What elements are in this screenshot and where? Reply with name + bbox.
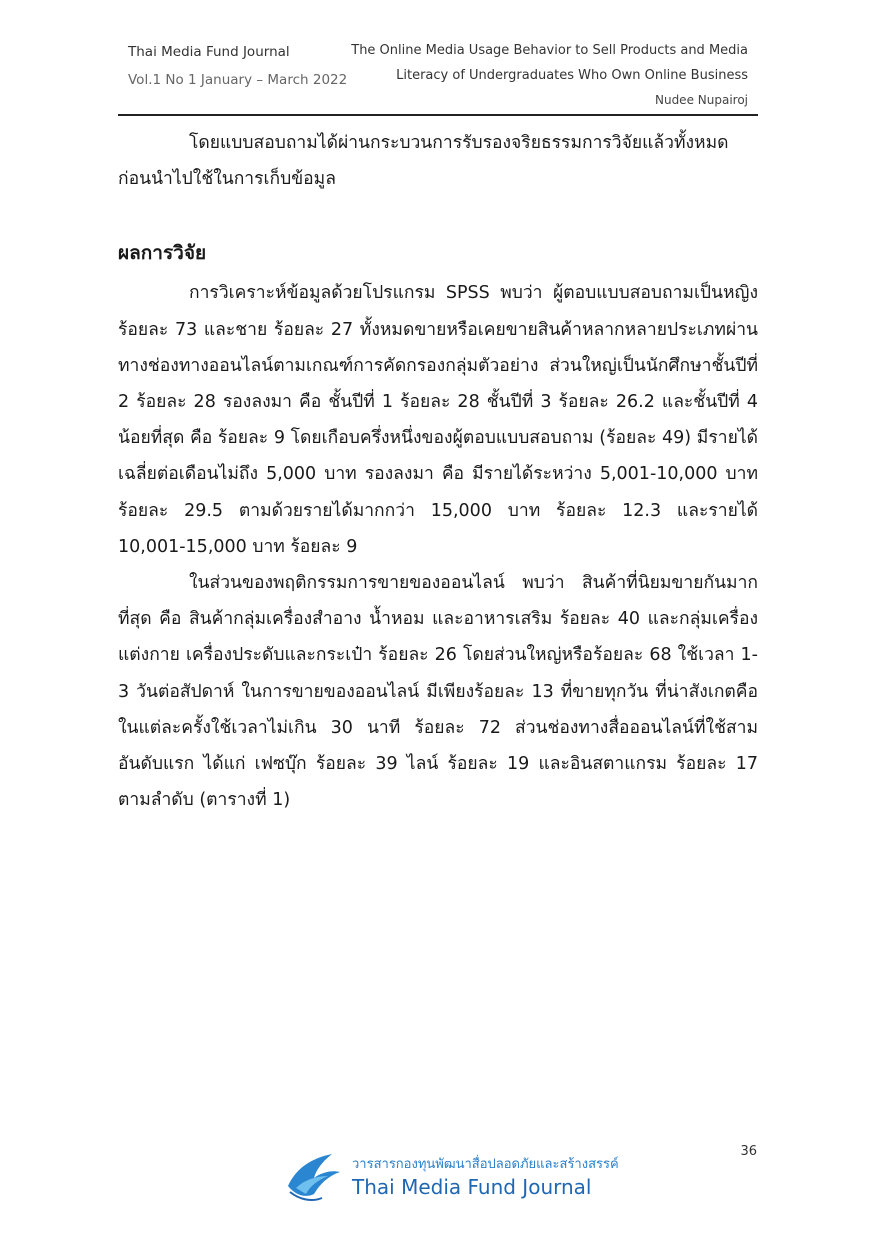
journal-volume: Vol.1 No 1 January – March 2022 <box>128 72 348 88</box>
article-author: Nudee Nupairoj <box>654 93 748 107</box>
results-paragraph-1: การวิเคราะห์ข้อมูลด้วยโปรแกรม SPSS พบว่า ผู้ตอบแบบสอบถามเป็นหญิง ร้อยละ 73 และชาย ร้อยละ 27 ทั้งหมดขายหรือเคยขายสินค้าหลากหลายประเภทผ่านทางช่องทางออนไลน์ตามเกณฑ์การคัดกรองกลุ่มตัวอย่าง ส่วนใหญ่เป็นนักศึกษาชั้นปีที่ 2 ร้อยละ 28 รองลงมา คือ ชั้นปีที่ 1 ร้อยละ 28 ชั้นปีที่ 3 ร้อยละ 26.2 และชั้นปีที่ 4 น้อยที่สุด คือ ร้อยละ 9 โดยเกือบครึ่งหนึ่งของผู้ตอบแบบสอบถาม (ร้อยละ 49) มีรายได้เฉลี่ยต่อเดือนไม่ถึง 5,000 บาท รองลงมา คือ มีรายได้ระหว่าง 5,001-10,000 บาท ร้อยละ 29.5 ตามด้วยรายได้มากกว่า 15,000 บาท ร้อยละ 12.3 และรายได้ 10,001-15,000 บาท ร้อยละ 9 <box>118 283 758 557</box>
page-number: 36 <box>740 1144 757 1159</box>
article-title-line1: The Online Media Usage Behavior to Sell Products and Media <box>351 43 748 58</box>
section-heading: ผลการวิจัย <box>118 242 207 265</box>
intro-paragraph: โดยแบบสอบถามได้ผ่านกระบวนการรับรองจริยธรรมการวิจัยแล้วทั้งหมด ก่อนนำไปใช้ในการเก็บข้อมูล <box>118 133 729 190</box>
results-paragraph-2: ในส่วนของพฤติกรรมการขายของออนไลน์ พบว่า สินค้าที่นิยมขายกันมากที่สุด คือ สินค้ากลุ่มเครื่องสำอาง น้ำหอม และอาหารเสริม ร้อยละ 40 และกลุ่มเครื่องแต่งกาย เครื่องประดับและกระเป๋า ร้อยละ 26 โดยส่วนใหญ่หรือร้อยละ 68 ใช้เวลา 1-3 วันต่อสัปดาห์ ในการขายของออนไลน์ มีเพียงร้อยละ 13 ที่ขายทุกวัน ที่น่าสังเกตคือในแต่ละครั้งใช้เวลาไม่เกิน 30 นาที ร้อยละ 72 ส่วนช่องทางสื่อออนไลน์ที่ใช้สามอันดับแรก ได้แก่ เฟซบุ๊ก ร้อยละ 39 ไลน์ ร้อยละ 19 และอินสตาแกรม ร้อยละ 17 ตามลำดับ (ตารางที่ 1) <box>118 573 758 811</box>
bird-logo-icon <box>282 1148 344 1210</box>
logo-english-text: Thai Media Fund Journal <box>352 1175 592 1199</box>
logo-thai-text: วารสารกองทุนพัฒนาสื่อปลอดภัยและสร้างสรรค์ <box>352 1157 619 1172</box>
article-body <box>118 125 758 818</box>
article-title-line2: Literacy of Undergraduates Who Own Online Business <box>396 68 748 83</box>
header-divider <box>118 114 758 116</box>
running-header-right <box>351 38 748 113</box>
journal-name: Thai Media Fund Journal <box>128 44 290 60</box>
journal-logo <box>282 1148 619 1210</box>
logo-text <box>352 1156 619 1200</box>
running-header-left <box>128 38 347 94</box>
